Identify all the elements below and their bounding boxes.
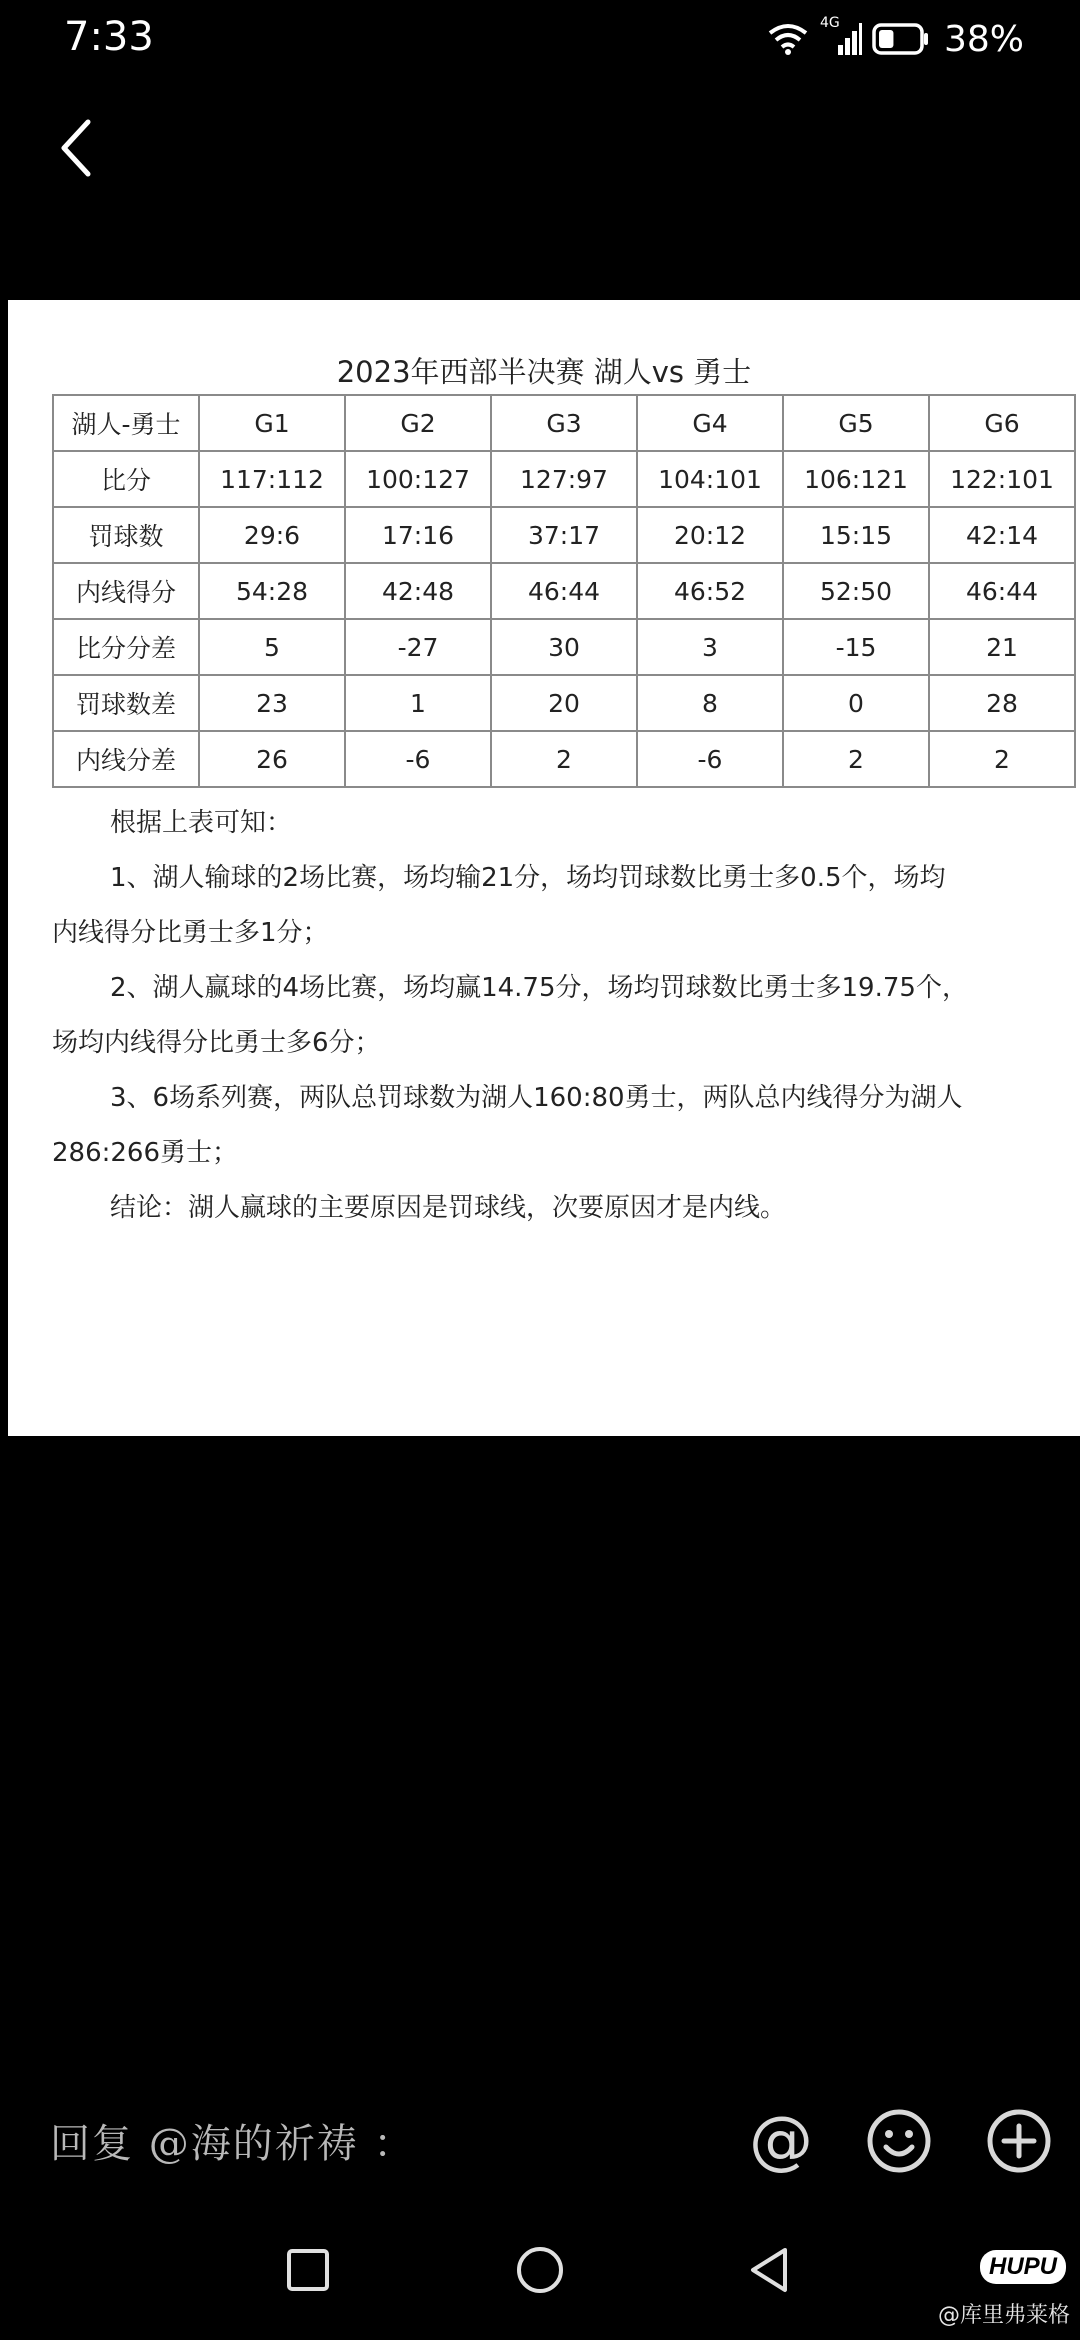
reply-bar	[0, 2100, 1080, 2190]
status-icons	[766, 16, 1024, 62]
watermark-text: @库里弗莱格	[937, 2303, 1070, 2328]
table-cell: 122:101	[929, 451, 1075, 507]
table-cell: 127:97	[491, 451, 637, 507]
doc-text	[52, 796, 1052, 1236]
table-row-label: 比分	[53, 451, 199, 507]
table-row-label: 比分分差	[53, 619, 199, 675]
chevron-left-icon	[56, 118, 96, 178]
signal-icon	[819, 15, 862, 59]
table-cell: -6	[345, 731, 491, 787]
status-bar	[0, 0, 1080, 76]
at-icon[interactable]: @	[749, 2104, 813, 2178]
table-header-cell: G2	[345, 395, 491, 451]
square-icon	[285, 2247, 331, 2293]
table-cell: 29:6	[199, 507, 345, 563]
smiley-icon[interactable]	[862, 2104, 936, 2178]
table-cell: 23	[199, 675, 345, 731]
table-cell: -6	[637, 731, 783, 787]
table-row	[53, 731, 1075, 787]
doc-paragraph-line: 286:266勇士；	[52, 1138, 239, 1168]
table-row-label: 内线得分	[53, 563, 199, 619]
table-cell: 42:14	[929, 507, 1075, 563]
network-type-label: 4G	[819, 15, 840, 31]
table-header-cell: G5	[783, 395, 929, 451]
reply-input[interactable]: 回复 @海的祈祷 ：	[50, 2121, 416, 2167]
table-row-label: 罚球数	[53, 507, 199, 563]
table-cell: 8	[637, 675, 783, 731]
table-cell: 106:121	[783, 451, 929, 507]
top-bar	[0, 76, 1080, 300]
table-header-cell: G1	[199, 395, 345, 451]
table-cell: 117:112	[199, 451, 345, 507]
doc-paragraph-line: 内线得分比勇士多1分；	[52, 918, 329, 948]
table-cell: 0	[783, 675, 929, 731]
battery-percent: 38%	[943, 18, 1024, 60]
doc-paragraph-line: 结论：湖人赢球的主要原因是罚球线，次要原因才是内线。	[110, 1193, 787, 1223]
circle-icon	[514, 2244, 566, 2296]
battery-icon	[872, 22, 930, 56]
doc-paragraph-line: 1、湖人输球的2场比赛，场均输21分，场均罚球数比勇士多0.5个，场均	[110, 863, 946, 893]
table-cell: -27	[345, 619, 491, 675]
table-cell: 26	[199, 731, 345, 787]
doc-title: 2023年西部半决赛 湖人vs 勇士	[336, 355, 752, 389]
doc-paragraph-line: 根据上表可知：	[110, 808, 293, 838]
table-cell: 52:50	[783, 563, 929, 619]
battery-level-fill	[879, 30, 893, 48]
table-cell: 30	[491, 619, 637, 675]
table-cell: 2	[929, 731, 1075, 787]
table-cell: 20:12	[637, 507, 783, 563]
table-row	[53, 451, 1075, 507]
table-row	[53, 675, 1075, 731]
status-time: 7:33	[64, 14, 154, 60]
table-cell: 37:17	[491, 507, 637, 563]
table-row-label: 内线分差	[53, 731, 199, 787]
wifi-icon	[766, 21, 810, 57]
back-button[interactable]	[44, 110, 108, 186]
table-row	[53, 507, 1075, 563]
table-header-cell: G3	[491, 395, 637, 451]
doc-paragraph-line: 3、6场系列赛，两队总罚球数为湖人160:80勇士，两队总内线得分为湖人	[110, 1083, 963, 1113]
table-cell: 17:16	[345, 507, 491, 563]
table-cell: 46:44	[491, 563, 637, 619]
table-row-label: 罚球数差	[53, 675, 199, 731]
doc-paragraph-line: 2、湖人赢球的4场比赛，场均赢14.75分，场均罚球数比勇士多19.75个，	[110, 973, 968, 1003]
nav-recent-button[interactable]	[268, 2230, 348, 2310]
table-cell: 54:28	[199, 563, 345, 619]
stats-table	[52, 394, 1076, 788]
table-cell: 20	[491, 675, 637, 731]
table-row	[53, 619, 1075, 675]
table-cell: 104:101	[637, 451, 783, 507]
table-cell: 3	[637, 619, 783, 675]
nav-back-button[interactable]	[730, 2230, 810, 2310]
table-cell: 42:48	[345, 563, 491, 619]
table-cell: 46:52	[637, 563, 783, 619]
table-header-cell: 湖人-勇士	[53, 395, 199, 451]
table-cell: 28	[929, 675, 1075, 731]
table-cell: 46:44	[929, 563, 1075, 619]
table-cell: 1	[345, 675, 491, 731]
table-header-cell: G4	[637, 395, 783, 451]
table-cell: 2	[491, 731, 637, 787]
navigation-bar	[0, 2220, 1080, 2340]
hupu-logo: HUPU	[980, 2250, 1066, 2284]
image-viewer[interactable]	[8, 300, 1080, 1436]
table-cell: 21	[929, 619, 1075, 675]
triangle-back-icon	[745, 2244, 795, 2296]
table-row	[53, 563, 1075, 619]
table-header-row	[53, 395, 1075, 451]
table-header-cell: G6	[929, 395, 1075, 451]
table-cell: 2	[783, 731, 929, 787]
table-cell: 100:127	[345, 451, 491, 507]
plus-circle-icon[interactable]	[982, 2104, 1056, 2178]
table-cell: -15	[783, 619, 929, 675]
doc-paragraph-line: 场均内线得分比勇士多6分；	[52, 1028, 381, 1058]
table-cell: 5	[199, 619, 345, 675]
nav-home-button[interactable]	[500, 2230, 580, 2310]
table-cell: 15:15	[783, 507, 929, 563]
